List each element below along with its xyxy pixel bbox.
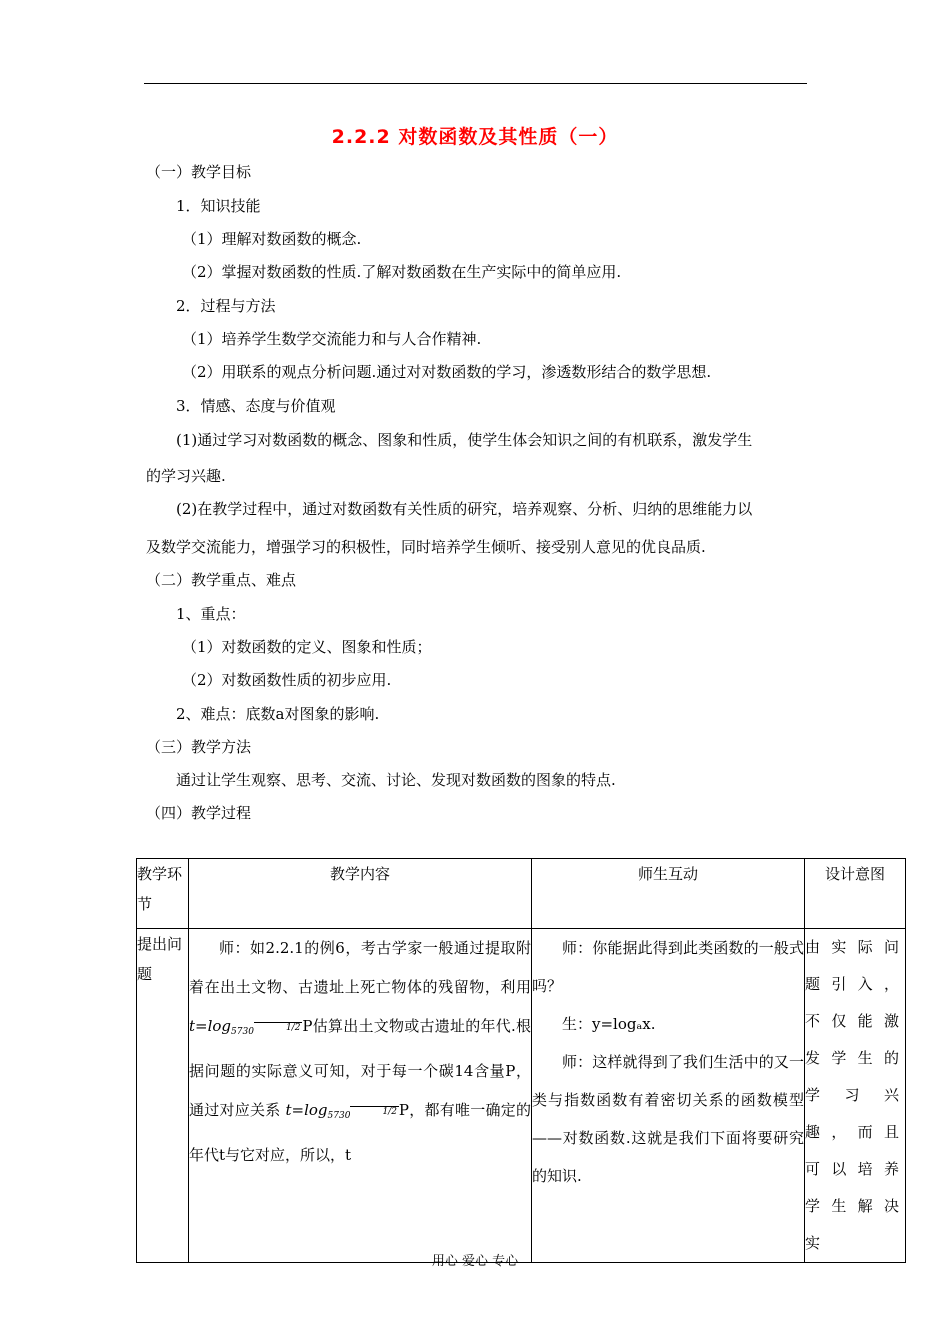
list-item: （2）用联系的观点分析问题.通过对对数函数的学习，渗透数形结合的数学思想.	[182, 363, 712, 381]
header-interaction: 师生互动	[532, 859, 805, 929]
table-row	[137, 929, 906, 1263]
section-heading: （四）教学过程	[146, 804, 252, 822]
paragraph-line: 及数学交流能力，增强学习的积极性，同时培养学生倾听、接受别人意见的优良品质.	[146, 538, 706, 556]
content-text: P估算出土文物或古遗址的年代.根据问题的实际意义可知，对于每一个碳14含量P，通过对应关系	[189, 1017, 531, 1119]
header-stage: 教学环节	[137, 859, 189, 929]
list-item: （2）掌握对数函数的性质.了解对数函数在生产实际中的简单应用.	[182, 263, 622, 281]
subsection-heading: 2．过程与方法	[176, 297, 276, 315]
paragraph-line: 的学习兴趣.	[146, 467, 226, 485]
dialogue-line: 生：y=logₐx.	[562, 1015, 656, 1033]
paragraph-line: (1)通过学习对数函数的概念、图象和性质，使学生体会知识之间的有机联系，激发学生	[176, 431, 753, 449]
list-item: （2）对数函数性质的初步应用.	[182, 671, 392, 689]
header-content: 教学内容	[189, 859, 532, 929]
table-header-row	[137, 859, 906, 929]
subsection-heading: 1．知识技能	[176, 197, 261, 215]
stage-cell: 提出问题	[137, 929, 189, 1263]
content-text: P，都有唯一确定的年代t与它对应，所以，t	[189, 1101, 531, 1164]
content-text: 师：如2.2.1的例6，考古学家一般通过提取附着在出土文物、古遗址上死亡物体的残留物，利用	[189, 939, 531, 996]
dialogue-line: 师：这样就得到了我们生活中的又一类与指数函数有着密切关系的函数模型——对数函数.这就是我们下面将要研究的知识.	[532, 1053, 804, 1185]
teaching-process-table	[136, 858, 906, 1263]
list-item: （1）理解对数函数的概念.	[182, 230, 362, 248]
page-footer: 用心 爱心 专心	[431, 1254, 519, 1269]
interaction-cell	[532, 929, 805, 1263]
log-formula: $t=\log_{5730}$ 1/2	[189, 1017, 301, 1037]
section-heading: （二）教学重点、难点	[146, 571, 297, 589]
log-formula: $t=\log_{5730}$ 1/2	[285, 1101, 397, 1121]
paragraph-line: 通过让学生观察、思考、交流、讨论、发现对数函数的图象的特点.	[176, 771, 616, 789]
subsection-heading: 3．情感、态度与价值观	[176, 397, 336, 415]
header-rule	[144, 83, 807, 84]
document-title: 2.2.2 对数函数及其性质（一）	[331, 126, 619, 148]
section-heading: （一）教学目标	[146, 163, 252, 181]
subsection-heading: 1、重点：	[176, 605, 246, 623]
paragraph-line: (2)在教学过程中，通过对数函数有关性质的研究，培养观察、分析、归纳的思维能力以	[176, 500, 753, 518]
intent-cell: 由实际问题引入，不仅能激发学生的学习兴趣，而且可以培养学生解决实	[805, 929, 906, 1263]
subsection-heading: 2、难点：底数a对图象的影响.	[176, 705, 380, 723]
list-item: （1）培养学生数学交流能力和与人合作精神.	[182, 330, 482, 348]
section-heading: （三）教学方法	[146, 738, 252, 756]
header-intent: 设计意图	[805, 859, 906, 929]
list-item: （1）对数函数的定义、图象和性质；	[182, 638, 432, 656]
content-cell	[189, 929, 532, 1263]
dialogue-line: 师：你能据此得到此类函数的一般式吗？	[532, 939, 804, 995]
